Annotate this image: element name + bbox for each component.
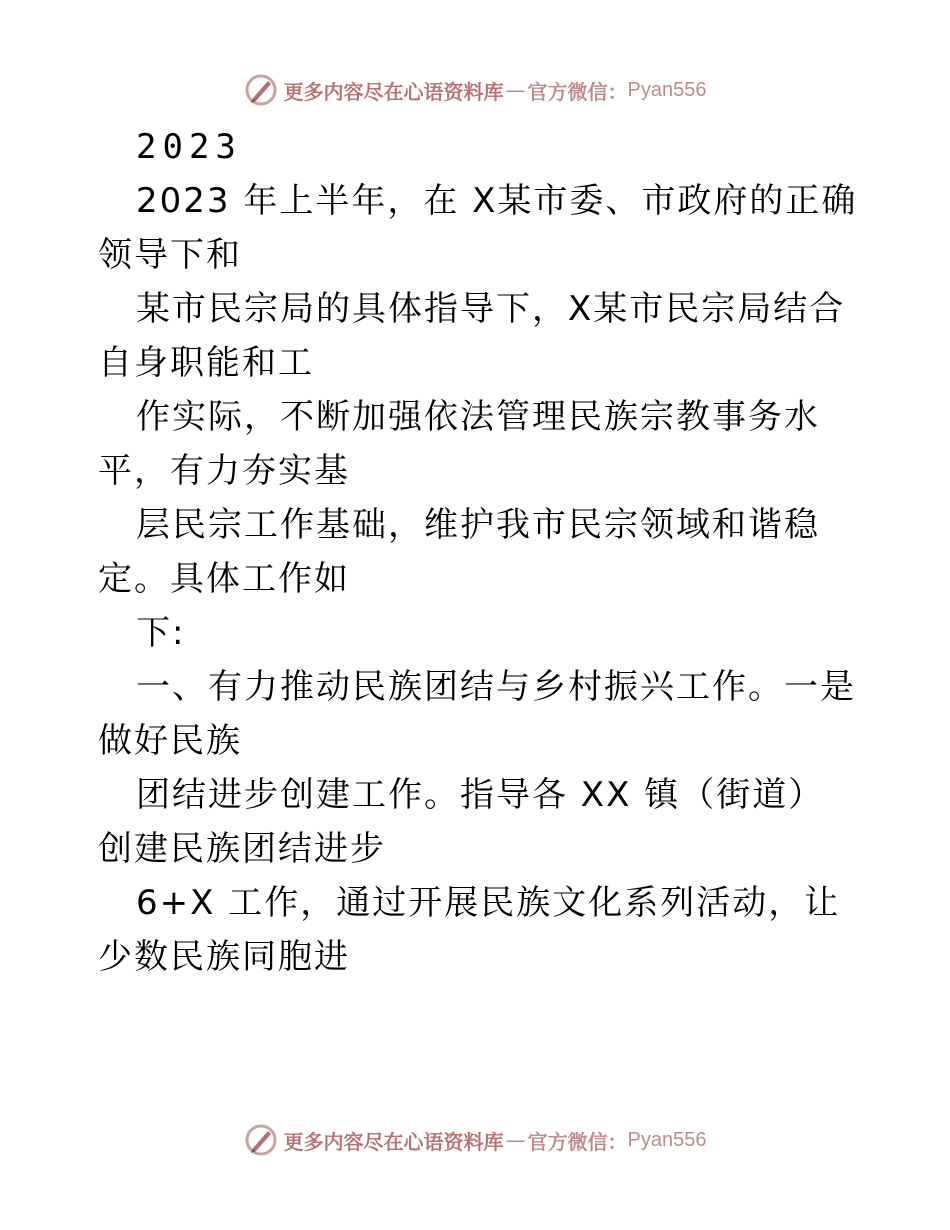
paragraph: 下: [136, 613, 186, 653]
paragraph: 团结进步创建工作。指导各 XX 镇（街道）创建民族团结进步 [98, 775, 825, 869]
banner-wechat-id: Pyan556 [627, 78, 707, 101]
document-title: 2023 [136, 127, 242, 167]
banner-brand-text: 更多内容尽在心语资料库 [283, 1129, 504, 1154]
banner-wechat-id: Pyan556 [627, 1128, 707, 1151]
banner-brand-text: 更多内容尽在心语资料库 [283, 79, 504, 104]
document-body [98, 120, 858, 984]
paragraph: 层民宗工作基础，维护我市民宗领域和谐稳定。具体工作如 [98, 505, 820, 599]
banner-wechat-label: 官方微信： [527, 79, 628, 104]
paragraph: 某市民宗局的具体指导下，X某市民宗局结合自身职能和工 [98, 289, 846, 383]
paragraph: 2023 年上半年，在 X某市委、市政府的正确领导下和 [98, 181, 858, 275]
banner-separator: — [505, 78, 526, 102]
pen-logo-icon [244, 73, 278, 107]
banner-wechat-label: 官方微信： [527, 1129, 628, 1154]
pen-logo-icon [244, 1123, 278, 1157]
banner-separator: — [505, 1128, 526, 1152]
paragraph: 6+X 工作，通过开展民族文化系列活动，让少数民族同胞进 [98, 883, 841, 977]
paragraph: 作实际，不断加强依法管理民族宗教事务水平，有力夯实基 [98, 397, 820, 491]
footer-banner [0, 1120, 950, 1160]
paragraph: 一、有力推动民族团结与乡村振兴工作。一是做好民族 [98, 667, 856, 761]
header-banner [0, 70, 950, 110]
